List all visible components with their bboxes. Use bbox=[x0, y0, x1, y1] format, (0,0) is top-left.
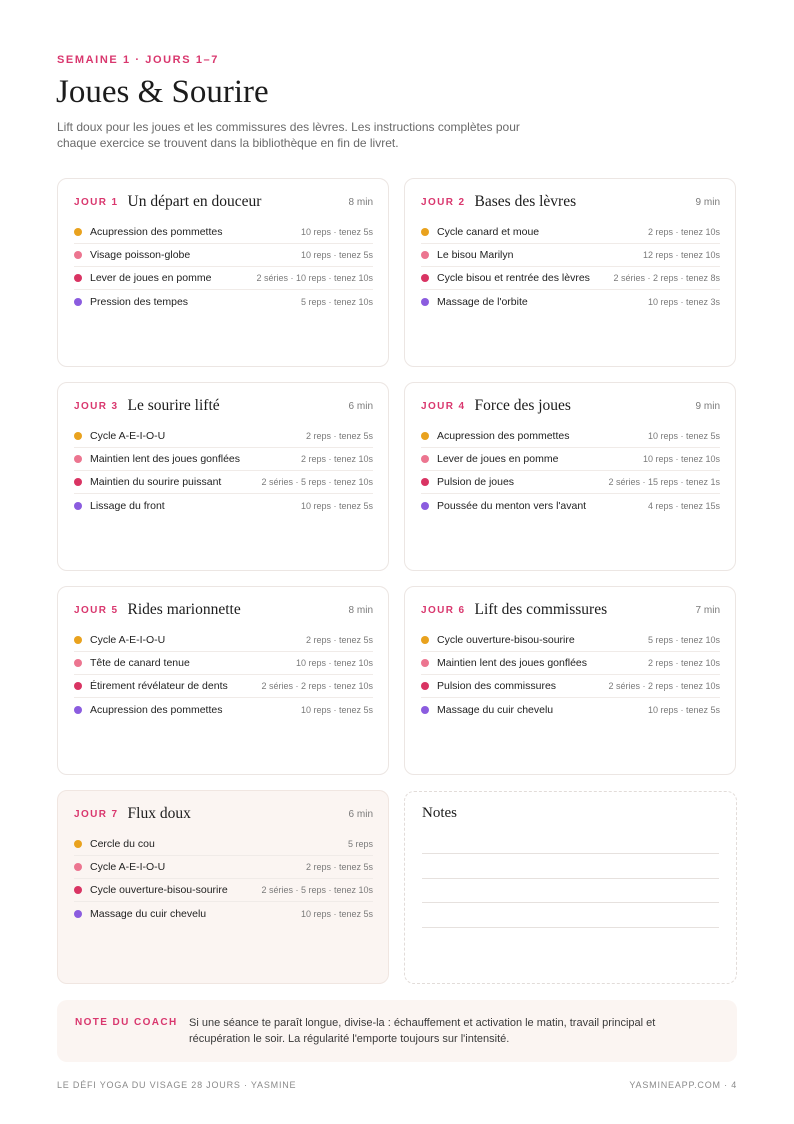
exercise-name: Lever de joues en pomme bbox=[437, 453, 559, 465]
bullet-dot bbox=[421, 274, 429, 282]
exercise-list bbox=[421, 425, 720, 517]
exercise-row bbox=[421, 448, 720, 471]
exercise-detail: 2 séries · 2 reps · tenez 10s bbox=[261, 681, 373, 691]
day-card-5 bbox=[57, 586, 389, 775]
exercise-detail: 4 reps · tenez 15s bbox=[647, 500, 720, 511]
week-eyebrow: SEMAINE 1 · JOURS 1–7 bbox=[57, 54, 219, 66]
exercise-name: Acupression des pommettes bbox=[90, 226, 223, 238]
day-card-4 bbox=[404, 382, 736, 571]
exercise-detail: 2 reps · tenez 5s bbox=[305, 431, 373, 441]
exercise-detail: 10 reps · tenez 3s bbox=[647, 296, 720, 307]
exercise-row bbox=[421, 698, 720, 721]
exercise-name: Poussée du menton vers l'avant bbox=[437, 499, 587, 512]
bullet-dot bbox=[421, 251, 429, 259]
exercise-name: Pulsion des commissures bbox=[437, 680, 557, 692]
day-title: Le sourire lifté bbox=[127, 397, 220, 414]
bullet-dot bbox=[74, 682, 82, 690]
exercise-row bbox=[74, 448, 373, 471]
exercise-name: Cycle bisou et rentrée des lèvres bbox=[437, 272, 590, 284]
exercise-row bbox=[74, 629, 373, 652]
exercise-name: Cycle A-E-I-O-U bbox=[90, 634, 166, 646]
exercise-detail: 2 reps · tenez 5s bbox=[305, 635, 373, 645]
exercise-detail: 2 reps · tenez 10s bbox=[300, 454, 373, 464]
exercise-name: Acupression des pommettes bbox=[437, 430, 570, 442]
exercise-name: Tête de canard tenue bbox=[90, 657, 190, 669]
bullet-dot bbox=[74, 502, 82, 510]
exercise-name: Massage du cuir chevelu bbox=[90, 907, 207, 920]
exercise-row bbox=[421, 290, 720, 313]
exercise-detail: 2 reps · tenez 10s bbox=[647, 227, 720, 237]
day-title: Force des joues bbox=[474, 397, 571, 414]
bullet-dot bbox=[74, 910, 82, 918]
exercise-name: Maintien lent des joues gonflées bbox=[90, 453, 241, 465]
notes-line bbox=[422, 927, 719, 928]
exercise-name: Lissage du front bbox=[90, 499, 165, 512]
exercise-name: Cycle ouverture-bisou-sourire bbox=[437, 634, 575, 646]
notes-title: Notes bbox=[422, 805, 457, 821]
exercise-detail: 2 séries · 15 reps · tenez 1s bbox=[608, 477, 720, 487]
day-label: JOUR 5 bbox=[74, 604, 119, 616]
exercise-detail: 12 reps · tenez 10s bbox=[642, 250, 720, 260]
exercise-row bbox=[74, 902, 373, 925]
day-duration: 8 min bbox=[348, 604, 373, 616]
exercise-detail: 2 séries · 2 reps · tenez 10s bbox=[608, 681, 720, 691]
day-title: Rides marionnette bbox=[127, 601, 241, 618]
day-duration: 6 min bbox=[348, 400, 373, 412]
exercise-detail: 2 séries · 10 reps · tenez 10s bbox=[256, 273, 373, 283]
exercise-name: Cycle A-E-I-O-U bbox=[90, 430, 166, 442]
exercise-row bbox=[74, 652, 373, 675]
day-label: JOUR 6 bbox=[421, 604, 466, 616]
exercise-row bbox=[74, 425, 373, 448]
exercise-row bbox=[421, 629, 720, 652]
day-title: Lift des commissures bbox=[474, 601, 608, 618]
exercise-row bbox=[74, 856, 373, 879]
exercise-row bbox=[421, 244, 720, 267]
exercise-name: Maintien lent des joues gonflées bbox=[437, 657, 588, 669]
day-title: Un départ en douceur bbox=[127, 193, 262, 210]
exercise-detail: 10 reps · tenez 5s bbox=[300, 500, 373, 511]
exercise-list bbox=[421, 629, 720, 721]
day-label: JOUR 1 bbox=[74, 196, 119, 208]
exercise-row bbox=[74, 244, 373, 267]
exercise-row bbox=[421, 675, 720, 698]
exercise-detail: 10 reps · tenez 10s bbox=[295, 658, 373, 668]
exercise-detail: 10 reps · tenez 5s bbox=[300, 908, 373, 919]
bullet-dot bbox=[74, 863, 82, 871]
exercise-row bbox=[74, 471, 373, 494]
day-duration: 7 min bbox=[695, 604, 720, 616]
exercise-name: Cycle canard et moue bbox=[437, 226, 540, 238]
notes-line bbox=[422, 902, 719, 903]
bullet-dot bbox=[74, 251, 82, 259]
bullet-dot bbox=[421, 706, 429, 714]
coach-note-text: Si une séance te paraît longue, divise-la : échauffement et activation le matin, travail principal et récupération le soir. La régularité l'emporte toujours sur l'intensité. bbox=[189, 1017, 656, 1045]
exercise-name: Acupression des pommettes bbox=[90, 703, 223, 716]
exercise-row bbox=[421, 471, 720, 494]
exercise-row bbox=[74, 675, 373, 698]
exercise-detail: 5 reps · tenez 10s bbox=[300, 296, 373, 307]
bullet-dot bbox=[421, 432, 429, 440]
bullet-dot bbox=[74, 886, 82, 894]
day-card-7 bbox=[57, 790, 389, 984]
bullet-dot bbox=[74, 455, 82, 463]
day-card-3 bbox=[57, 382, 389, 571]
page-title: Joues & Sourire bbox=[56, 74, 269, 110]
bullet-dot bbox=[421, 682, 429, 690]
bullet-dot bbox=[421, 228, 429, 236]
exercise-list bbox=[74, 629, 373, 721]
exercise-row bbox=[421, 652, 720, 675]
bullet-dot bbox=[74, 706, 82, 714]
bullet-dot bbox=[74, 432, 82, 440]
bullet-dot bbox=[74, 840, 82, 848]
day-card-6 bbox=[404, 586, 736, 775]
exercise-row bbox=[421, 221, 720, 244]
bullet-dot bbox=[421, 478, 429, 486]
bullet-dot bbox=[74, 478, 82, 486]
exercise-detail: 10 reps · tenez 5s bbox=[647, 431, 720, 441]
exercise-detail: 10 reps · tenez 5s bbox=[300, 227, 373, 237]
exercise-name: Lever de joues en pomme bbox=[90, 272, 212, 284]
exercise-row bbox=[421, 494, 720, 517]
footer-page: YASMINEAPP.COM · 4 bbox=[629, 1080, 737, 1090]
exercise-detail: 2 séries · 2 reps · tenez 8s bbox=[613, 273, 720, 283]
exercise-detail: 2 séries · 5 reps · tenez 10s bbox=[261, 477, 373, 487]
day-duration: 9 min bbox=[695, 400, 720, 412]
bullet-dot bbox=[421, 502, 429, 510]
exercise-detail: 10 reps · tenez 10s bbox=[642, 454, 720, 464]
exercise-name: Le bisou Marilyn bbox=[437, 249, 514, 261]
exercise-name: Massage de l'orbite bbox=[437, 295, 528, 308]
exercise-row bbox=[421, 267, 720, 290]
exercise-detail: 10 reps · tenez 5s bbox=[300, 250, 373, 260]
bullet-dot bbox=[74, 636, 82, 644]
coach-note-label: NOTE DU COACH bbox=[75, 1017, 178, 1028]
day-label: JOUR 7 bbox=[74, 808, 119, 820]
day-label: JOUR 4 bbox=[421, 400, 466, 412]
day-label: JOUR 3 bbox=[74, 400, 119, 412]
exercise-row bbox=[74, 698, 373, 721]
day-duration: 9 min bbox=[695, 196, 720, 208]
day-title: Flux doux bbox=[127, 805, 191, 822]
exercise-list bbox=[421, 221, 720, 313]
exercise-detail: 10 reps · tenez 5s bbox=[647, 704, 720, 715]
exercise-name: Cycle ouverture-bisou-sourire bbox=[90, 884, 228, 896]
bullet-dot bbox=[421, 659, 429, 667]
exercise-row bbox=[74, 833, 373, 856]
intro-text: Lift doux pour les joues et les commissures des lèvres. Les instructions complètes pour chaque exercice se trouvent dans la bibliothèque en fin de livret. bbox=[57, 120, 520, 150]
day-title: Bases des lèvres bbox=[474, 193, 577, 210]
day-card-1 bbox=[57, 178, 389, 367]
notes-line bbox=[422, 853, 719, 854]
exercise-detail: 10 reps · tenez 5s bbox=[300, 704, 373, 715]
exercise-name: Massage du cuir chevelu bbox=[437, 703, 554, 716]
exercise-name: Cycle A-E-I-O-U bbox=[90, 861, 166, 873]
bullet-dot bbox=[74, 659, 82, 667]
bullet-dot bbox=[74, 298, 82, 306]
exercise-row bbox=[74, 290, 373, 313]
exercise-detail: 2 séries · 5 reps · tenez 10s bbox=[261, 885, 373, 895]
footer-title: LE DÉFI YOGA DU VISAGE 28 JOURS · YASMINE bbox=[57, 1080, 297, 1090]
exercise-row bbox=[74, 494, 373, 517]
day-duration: 8 min bbox=[348, 196, 373, 208]
coach-note bbox=[57, 1000, 737, 1062]
exercise-row bbox=[74, 879, 373, 902]
exercise-name: Maintien du sourire puissant bbox=[90, 476, 222, 488]
exercise-row bbox=[421, 425, 720, 448]
bullet-dot bbox=[74, 228, 82, 236]
exercise-list bbox=[74, 833, 373, 925]
exercise-detail: 2 reps · tenez 10s bbox=[647, 658, 720, 668]
day-label: JOUR 2 bbox=[421, 196, 466, 208]
bullet-dot bbox=[421, 455, 429, 463]
exercise-name: Pulsion de joues bbox=[437, 476, 515, 488]
exercise-detail: 5 reps bbox=[347, 839, 373, 849]
exercise-list bbox=[74, 221, 373, 313]
day-card-2 bbox=[404, 178, 736, 367]
exercise-list bbox=[74, 425, 373, 517]
day-duration: 6 min bbox=[348, 808, 373, 820]
exercise-name: Étirement révélateur de dents bbox=[90, 680, 228, 692]
exercise-detail: 2 reps · tenez 5s bbox=[305, 862, 373, 872]
bullet-dot bbox=[421, 298, 429, 306]
exercise-row bbox=[74, 267, 373, 290]
bullet-dot bbox=[74, 274, 82, 282]
exercise-name: Visage poisson-globe bbox=[90, 249, 191, 261]
notes-line bbox=[422, 878, 719, 879]
exercise-name: Pression des tempes bbox=[90, 295, 189, 308]
exercise-row bbox=[74, 221, 373, 244]
exercise-name: Cercle du cou bbox=[90, 838, 155, 850]
bullet-dot bbox=[421, 636, 429, 644]
notes-box[interactable] bbox=[404, 791, 737, 984]
exercise-detail: 5 reps · tenez 10s bbox=[647, 635, 720, 645]
